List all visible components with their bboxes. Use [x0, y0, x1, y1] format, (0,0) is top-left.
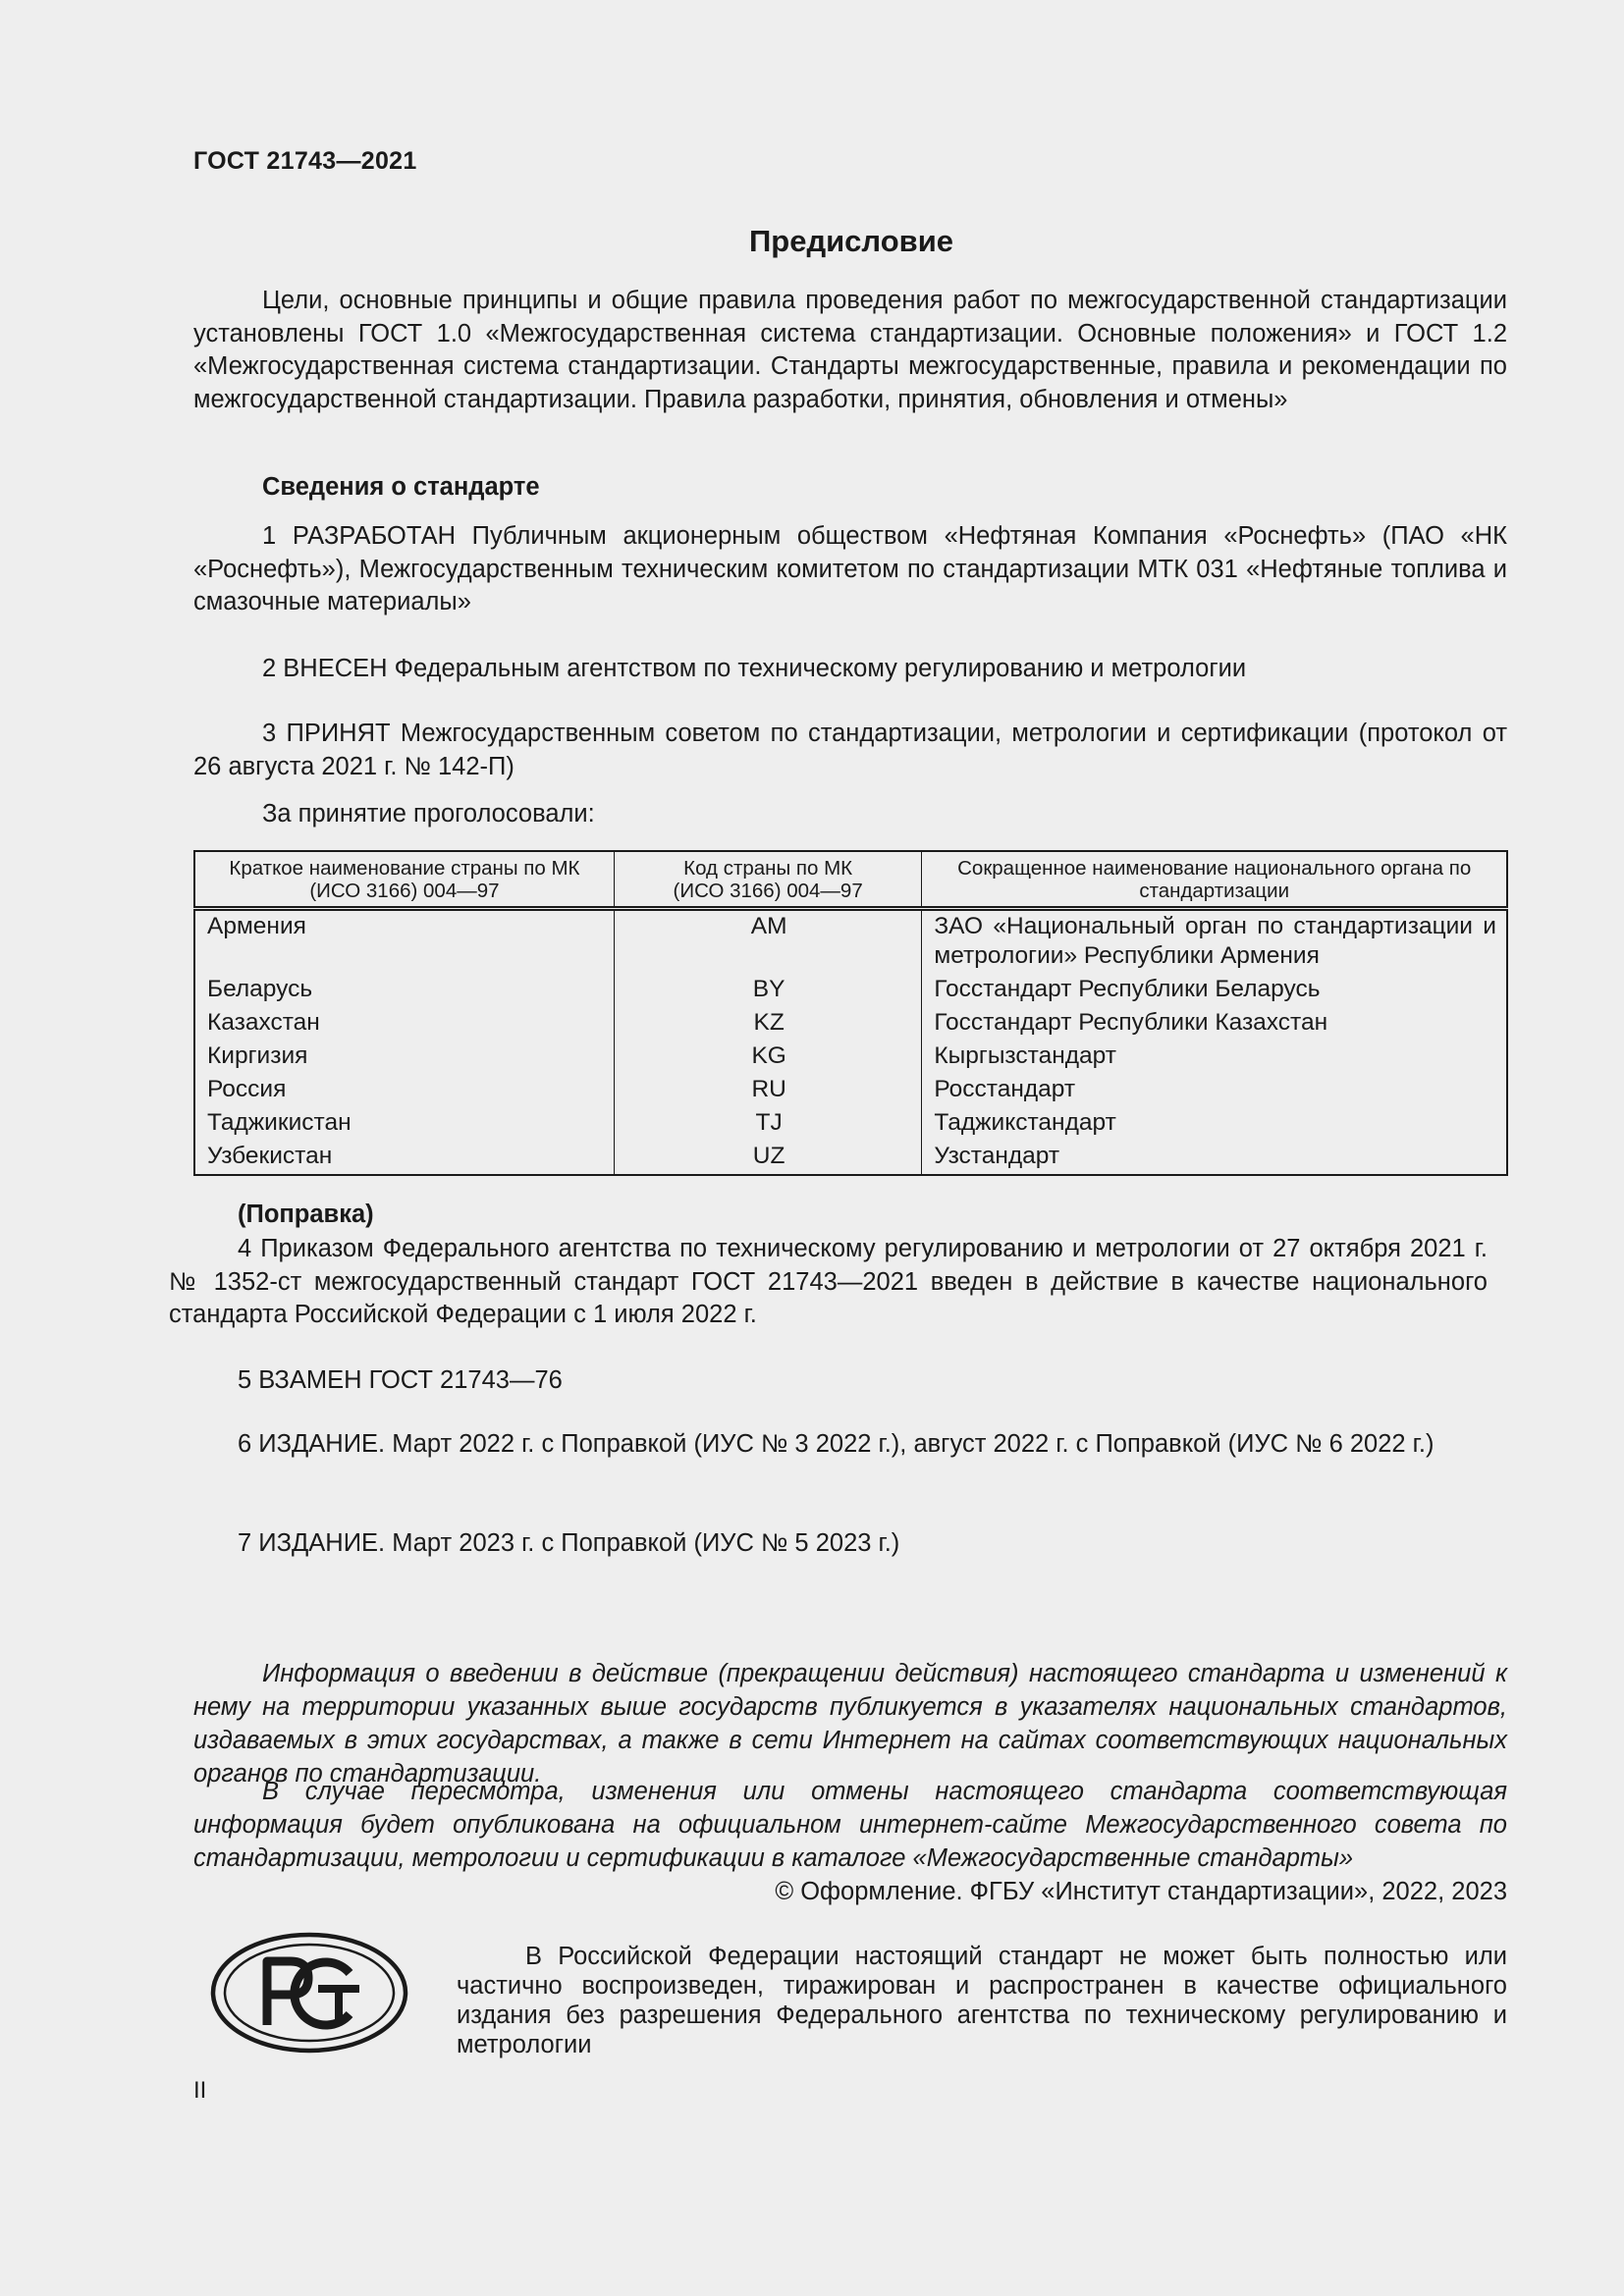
table-row [194, 1041, 1507, 1074]
table-row [194, 1074, 1507, 1107]
item-edition-2023: 7 ИЗДАНИЕ. Март 2023 г. с Поправкой (ИУС № 5 2023 г.) [238, 1529, 900, 1557]
country-cell: Казахстан [194, 1007, 614, 1041]
table-row [194, 1007, 1507, 1041]
country-cell: Узбекистан [194, 1141, 614, 1175]
member-states-table [193, 850, 1508, 1176]
header-national-body [922, 851, 1507, 909]
page-number: II [193, 2077, 207, 2104]
rights-notice: В Российской Федерации настоящий стандарт не может быть полностью или частично воспроизведен, тиражирован и распространен в качестве официального издания без разрешения Федерального агентства по техническому регулированию и метрологии [457, 1943, 1507, 2058]
body-cell: Кыргызстандарт [934, 1042, 1116, 1069]
body-cell: Узстандарт [934, 1143, 1060, 1169]
body-cell: Госстандарт Республики Казахстан [934, 1009, 1328, 1036]
table-row [194, 1141, 1507, 1175]
code-cell: UZ [614, 1141, 921, 1175]
header-line: (ИСО 3166) 004—97 [309, 880, 500, 902]
header-country-name [194, 851, 614, 909]
code-cell: KG [614, 1041, 921, 1074]
copyright-line: © Оформление. ФГБУ «Институт стандартизации», 2022, 2023 [775, 1878, 1507, 1905]
country-cell: Армения [194, 909, 614, 975]
country-cell: Таджикистан [194, 1107, 614, 1141]
code-cell: RU [614, 1074, 921, 1107]
country-cell: Беларусь [194, 974, 614, 1007]
item-enacted: 4 Приказом Федерального агентства по техническому регулированию и метрологии от 27 октября 2021 г. № 1352-ст межгосударственный стандарт ГОСТ 21743—2021 введен в действие в качестве национального стандарта Российской Федерации с 1 июля 2022 г. [169, 1235, 1488, 1328]
body-cell: Госстандарт Республики Беларусь [934, 976, 1321, 1002]
body-cell: ЗАО «Национальный орган по стандартизации и метрологии» Республики Армения [934, 913, 1496, 969]
country-cell: Россия [194, 1074, 614, 1107]
header-line: Краткое наименование страны по МК [229, 857, 580, 880]
code-cell: AM [614, 909, 921, 975]
item-submitted: 2 ВНЕСЕН Федеральным агентством по техническому регулированию и метрологии [262, 655, 1247, 682]
table-header-row [194, 851, 1507, 909]
code-cell: BY [614, 974, 921, 1007]
header-line: (ИСО 3166) 004—97 [673, 880, 863, 902]
code-cell: TJ [614, 1107, 921, 1141]
notice-paragraph-1: Информация о введении в действие (прекращении действия) настоящего стандарта и изменений к нему на территории указанных выше государств публикуется в указателях национальных стандартов, издаваемых в этих государствах, а также в сети Интернет на сайтах соответствующих национальных органов по стандартизации. [193, 1660, 1507, 1788]
intro-paragraph: Цели, основные принципы и общие правила проведения работ по межгосударственной стандартизации установлены ГОСТ 1.0 «Межгосударственная система стандартизации. Основные положения» и ГОСТ 1.2 «Межгосударственная система стандартизации. Стандарты межгосударственные, правила и рекомендации по межгосударственной стандартизации. Правила разработки, принятия, обновления и отмены» [193, 287, 1507, 413]
rst-mark-icon [210, 1932, 408, 2054]
document-code: ГОСТ 21743—2021 [193, 147, 417, 175]
standard-info-heading: Сведения о стандарте [262, 473, 540, 501]
table-row [194, 909, 1507, 975]
header-line: Сокращенное наименование национального органа по [957, 857, 1472, 880]
body-cell: Таджикстандарт [934, 1109, 1116, 1136]
item-replaces: 5 ВЗАМЕН ГОСТ 21743—76 [238, 1366, 563, 1394]
item-developed: 1 РАЗРАБОТАН Публичным акционерным обществом «Нефтяная Компания «Роснефть» (ПАО «НК «Роснефть»), Межгосударственным техническим комитетом по стандартизации МТК 031 «Нефтяные топлива и смазочные материалы» [193, 522, 1507, 615]
header-line: стандартизации [1139, 880, 1290, 902]
notice-paragraph-2: В случае пересмотра, изменения или отмены настоящего стандарта соответствующая информация будет опубликована на официальном интернет-сайте Межгосударственного совета по стандартизации, метрологии и сертификации в каталоге «Межгосударственные стандарты» [193, 1778, 1507, 1872]
voted-label: За принятие проголосовали: [262, 800, 595, 828]
body-cell: Росстандарт [934, 1076, 1076, 1102]
item-edition-2022: 6 ИЗДАНИЕ. Март 2022 г. с Поправкой (ИУС № 3 2022 г.), август 2022 г. с Поправкой (ИУС № 6 2022 г.) [238, 1430, 1435, 1458]
item-adopted: 3 ПРИНЯТ Межгосударственным советом по стандартизации, метрологии и сертификации (протокол от 26 августа 2021 г. № 142-П) [193, 720, 1507, 780]
country-cell: Киргизия [194, 1041, 614, 1074]
table-row [194, 1107, 1507, 1141]
amendment-heading: (Поправка) [238, 1201, 374, 1228]
page-title: Предисловие [748, 224, 953, 258]
table-row [194, 974, 1507, 1007]
code-cell: KZ [614, 1007, 921, 1041]
header-country-code [614, 851, 921, 909]
header-line: Код страны по МК [683, 857, 853, 880]
